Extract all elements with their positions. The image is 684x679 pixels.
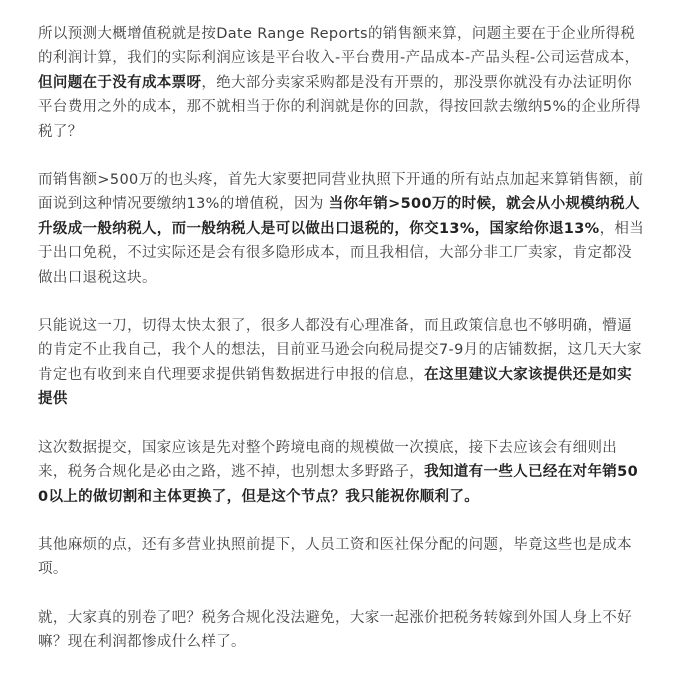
paragraph-emphasis: 当你年销>500万的时候，就会从小规模纳税人升级成一般纳税人，而一般纳税人是可以做出口退税的，你交13%，国家给你退13% xyxy=(38,196,640,237)
article-body xyxy=(38,22,646,679)
paragraph-text: ，相当于出口免税，不过实际还是会有很多隐形成本，而且我相信，大部分非工厂卖家，肯定都没做出口退税这块。 xyxy=(38,220,645,286)
paragraph-text: 所以预测大概增值税就是按Date Range Reports的销售额来算，问题主要在于企业所得税的利润计算，我们的实际利润应该是平台收入-平台费用-产品成本-产品头程-公司运营成本， xyxy=(38,26,640,67)
paragraph-5 xyxy=(38,533,646,582)
paragraph-text: ，绝大部分卖家采购都是没有开票的，那没票你就没有办法证明你平台费用之外的成本，那不就相当于你的利润就是你的回款，得按回款去缴纳5%的企业所得税了？ xyxy=(38,74,641,140)
paragraph-text: 其他麻烦的点，还有多营业执照前提下，人员工资和医社保分配的问题，毕竟这些也是成本项。 xyxy=(38,536,632,578)
paragraph-text: 这次数据提交，国家应该是先对整个跨境电商的规模做一次摸底，接下去应该会有细则出来，税务合规化是必由之路，逃不掉，也别想太多野路子， xyxy=(38,439,618,481)
paragraph-4 xyxy=(38,436,646,509)
paragraph-3 xyxy=(38,314,646,412)
paragraph-text: 只能说这一刀，切得太快太狠了，很多人都没有心理准备，而且政策信息也不够明确，懵逼的肯定不止我自己，我个人的想法，目前亚马逊会向税局提交7-9月的店铺数据，这几天大家肯定也有收到来自代理要求提供销售数据进行申报的信息， xyxy=(38,318,642,383)
paragraph-emphasis: 我知道有一些人已经在对年销500以上的做切割和主体更换了，但是这个节点？我只能祝你顺利了。 xyxy=(38,464,639,505)
paragraph-text: 而销售额>500万的也头疼，首先大家要把同营业执照下开通的所有站点加起来算销售额，前面说到这种情况要缴纳13%的增值税，因为 xyxy=(38,172,644,213)
paragraph-2 xyxy=(38,168,646,290)
paragraph-6 xyxy=(38,606,646,655)
paragraph-emphasis: 但问题在于没有成本票呀 xyxy=(38,74,202,91)
paragraph-text: 就，大家真的别卷了吧？税务合规化没法避免，大家一起涨价把税务转嫁到外国人身上不好嘛？现在利润都惨成什么样了。 xyxy=(38,609,632,651)
paragraph-1 xyxy=(38,22,646,144)
paragraph-emphasis: 在这里建议大家该提供还是如实提供 xyxy=(38,366,633,408)
